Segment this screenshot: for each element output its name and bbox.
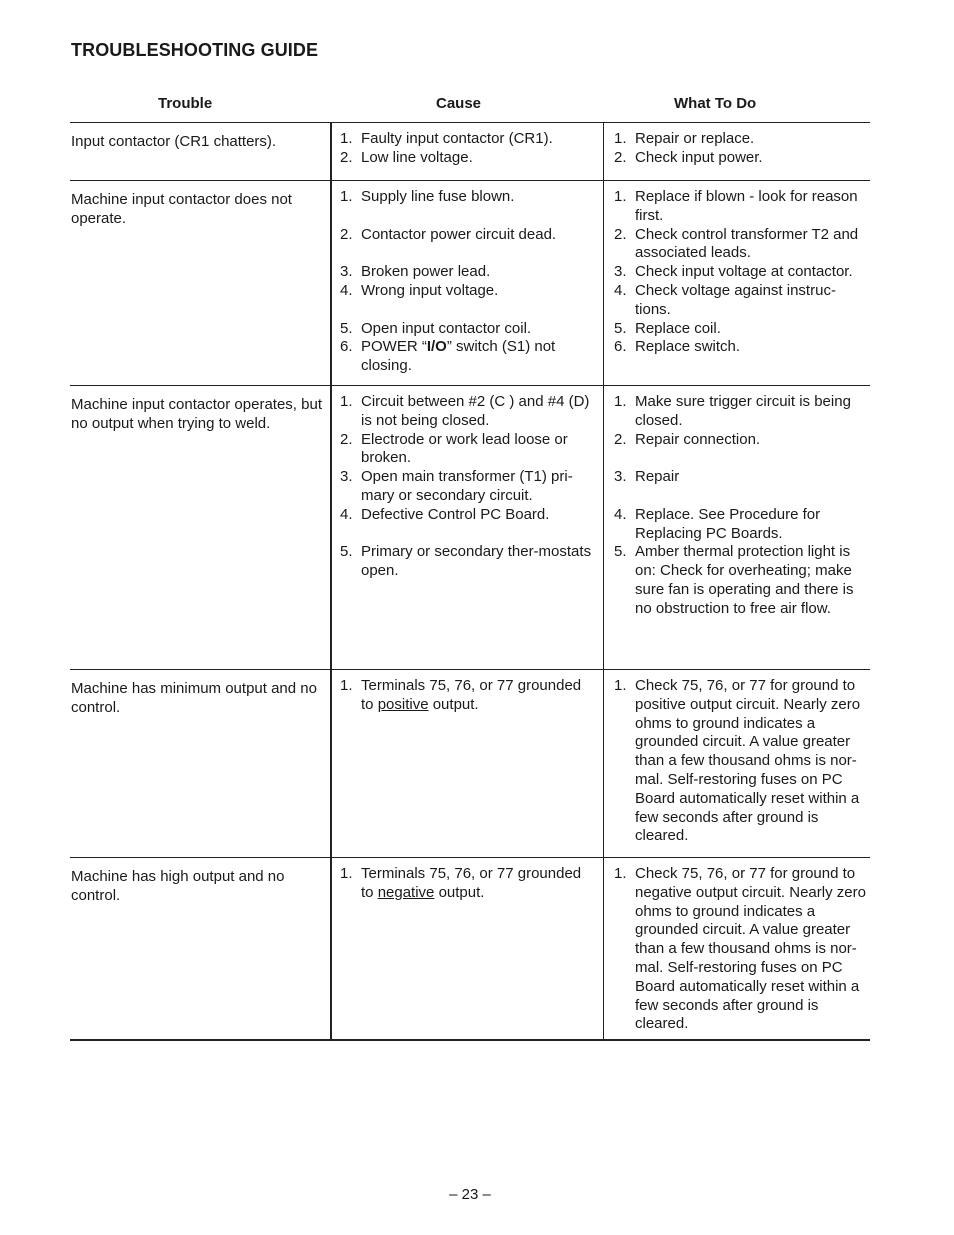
cause-cell: 1. Supply line fuse blown. 2. Contactor power circuit dead. 3. Broken power lead. 4. Wrong input voltage. 5. Open input contactor coil. 6. POWER “I/O” switch (S1) not closing. (332, 181, 604, 385)
todo-item: Check 75, 76, or 77 for ground to positive output circuit. Nearly zero ohms to ground indicates a grounded circuit. A value greater than a few thousand ohms is nor-mal. Self-restoring fuses on PC Board automatically reset within a few seconds after ground is cleared. (635, 677, 861, 845)
todo-item: Replace if blown - look for reason first. (635, 188, 858, 224)
cause-item: Broken power lead. (361, 263, 491, 281)
todo-cell: 1. Replace if blown - look for reason first. 2. Check control transformer T2 and associated leads. 3. Check input voltage at contactor. 4. Check voltage against instruc-tions. 5. Replace coil. 6. Replace switch. (604, 181, 870, 385)
cause-cell: 1. Terminals 75, 76, or 77 grounded to positive output. (332, 670, 604, 857)
cause-item: Supply line fuse blown. (361, 188, 515, 205)
todo-cell: 1. Repair or replace. 2. Check input power. (604, 123, 870, 180)
cause-item: Primary or secondary ther-mostats open. (361, 543, 592, 580)
cause-item: Terminals 75, 76, or 77 grounded to positive output. (361, 677, 582, 713)
cause-item: Open input contactor coil. (361, 319, 532, 337)
cause-item: Low line voltage. (361, 148, 473, 166)
cause-item: Wrong input voltage. (361, 281, 499, 299)
header-trouble: Trouble (158, 95, 213, 112)
cause-item: Faulty input contactor (CR1). (361, 130, 553, 147)
cause-item: Terminals 75, 76, or 77 grounded to negative output. (361, 865, 582, 901)
cause-item: Contactor power circuit dead. (361, 225, 557, 243)
cause-item: POWER “I/O” switch (S1) not closing. (361, 338, 556, 375)
todo-cell: 1. Check 75, 76, or 77 for ground to negative output circuit. Nearly zero ohms to ground indicates a grounded circuit. A value greater than a few thousand ohms is nor-mal. Self-restoring fuses on PC Board automatically reset within a few seconds after ground is cleared. (604, 858, 870, 1039)
table-row (70, 669, 870, 857)
todo-item: Check control transformer T2 and associated leads. (635, 225, 859, 262)
table-row (70, 385, 870, 669)
troubleshooting-table (70, 122, 870, 1041)
trouble-cell: Input contactor (CR1 chatters). (70, 123, 332, 180)
todo-item: Repair connection. (635, 430, 761, 448)
table-row (70, 123, 870, 180)
trouble-cell: Machine has minimum output and no control. (70, 670, 332, 857)
cause-item: Open main transformer (T1) pri-mary or secondary circuit. (361, 468, 573, 504)
cause-cell: 1. Faulty input contactor (CR1). 2. Low line voltage. (332, 123, 604, 180)
header-what-to-do: What To Do (674, 95, 757, 112)
cause-item: Defective Control PC Board. (361, 505, 550, 523)
todo-cell: 1. Make sure trigger circuit is being closed. 2. Repair connection. 3. Repair 4. Replace. See Procedure for Replacing PC Boards. 5. Amber thermal protection light is on: Check for overheating; make sure fan is operating and there is no obstruction to free air flow. (604, 386, 870, 669)
todo-item: Check input power. (635, 148, 763, 166)
table-row (70, 857, 870, 1039)
trouble-cell: Machine input contactor does not operate. (70, 181, 332, 385)
todo-item: Repair or replace. (635, 130, 755, 147)
page-number: – 23 – (449, 1186, 491, 1203)
todo-item: Replace switch. (635, 338, 741, 356)
cause-item: Electrode or work lead loose or broken. (361, 430, 568, 467)
todo-item: Repair (635, 468, 680, 486)
todo-item: Check input voltage at contactor. (635, 263, 853, 281)
table-row (70, 180, 870, 385)
todo-item: Check 75, 76, or 77 for ground to negative output circuit. Nearly zero ohms to ground indicates a grounded circuit. A value greater than a few thousand ohms is nor-mal. Self-restoring fuses on PC Board automatically reset within a few seconds after ground is cleared. (635, 865, 866, 1033)
todo-item: Replace coil. (635, 319, 721, 337)
cause-item: Circuit between #2 (C ) and #4 (D) is not being closed. (361, 393, 590, 429)
header-cause: Cause (436, 95, 482, 112)
todo-item: Amber thermal protection light is on: Check for overheating; make sure fan is operating and there is no obstruction to free air flow. (635, 543, 854, 617)
todo-item: Check voltage against instruc-tions. (635, 281, 836, 318)
cause-cell: 1. Terminals 75, 76, or 77 grounded to negative output. (332, 858, 604, 1039)
todo-item: Make sure trigger circuit is being closed. (635, 393, 851, 429)
page-title: TROUBLESHOOTING GUIDE (71, 40, 319, 60)
cause-cell: 1. Circuit between #2 (C ) and #4 (D) is not being closed. 2. Electrode or work lead loose or broken. 3. Open main transformer (T1) pri-mary or secondary circuit. 4. Defective Control PC Board. 5. Primary or secondary ther-mostats open. (332, 386, 604, 669)
trouble-cell: Machine has high output and no control. (70, 858, 332, 1039)
trouble-cell: Machine input contactor operates, but no output when trying to weld. (70, 386, 332, 669)
todo-cell: 1. Check 75, 76, or 77 for ground to positive output circuit. Nearly zero ohms to ground indicates a grounded circuit. A value greater than a few thousand ohms is nor-mal. Self-restoring fuses on PC Board automatically reset within a few seconds after ground is cleared. (604, 670, 870, 857)
todo-item: Replace. See Procedure for Replacing PC Boards. (635, 505, 821, 542)
